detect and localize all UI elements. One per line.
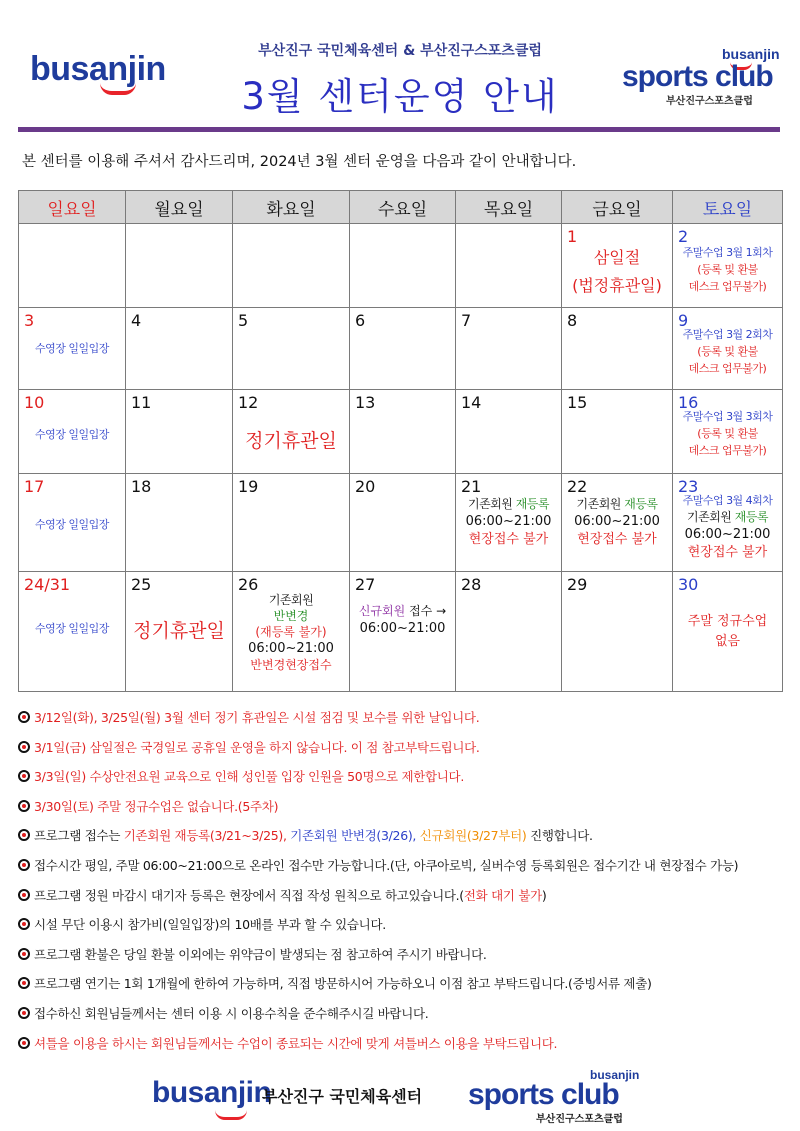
no-reregister-note: (재등록 불가) [255, 625, 327, 639]
day-number: 30 [678, 575, 699, 594]
calendar-cell-mar-13 [350, 390, 456, 474]
day-number: 19 [238, 477, 259, 496]
calendar-cell-mar-11 [126, 390, 233, 474]
bullet-icon [18, 800, 30, 812]
notice-text: 진행합니다. [526, 828, 593, 844]
calendar-cell-mar-20 [350, 474, 456, 572]
day-number: 18 [131, 477, 152, 496]
bullet-icon [18, 859, 30, 871]
weekday-tuesday: 화요일 [233, 191, 350, 224]
notice-item [18, 945, 487, 963]
notice-text: 3/3일(일) 수상안전요원 교육으로 인해 성인풀 입장 인원을 50명으로 제한합니다. [34, 769, 464, 785]
notice-text: 프로그램 정원 마감시 대기자 등록은 현장에서 직접 작성 원칙으로 하고있습니다.( [34, 887, 464, 903]
weekday-monday: 월요일 [126, 191, 233, 224]
calendar-cell-mar-18 [126, 474, 233, 572]
notice-item [18, 1034, 557, 1052]
existing-member-label: 기존회원 [468, 497, 516, 511]
bullet-icon [18, 1037, 30, 1049]
calendar-week-5 [19, 572, 783, 692]
desk-note: 데스크 업무불가) [688, 444, 767, 457]
regular-closure-label: 정기휴관일 [133, 620, 225, 642]
footer-sports-club-logo: sports club [468, 1078, 619, 1111]
notice-text: 기존회원 반변경(3/26), [290, 828, 420, 844]
sports-club-logo-small: busanjin [722, 46, 780, 62]
bullet-icon [18, 770, 30, 782]
sports-club-logo-text: sports club [622, 60, 773, 93]
bullet-icon [18, 711, 30, 723]
footer-sports-club-small: busanjin [590, 1068, 640, 1082]
existing-member-label: 기존회원 [268, 593, 314, 607]
weekend-class-note: 주말수업 3월 2회차 [682, 328, 773, 341]
calendar-week-2 [19, 308, 783, 390]
calendar-cell-mar-9 [673, 308, 783, 390]
holiday-label: 삼일절 [593, 248, 641, 267]
day-number: 22 [567, 477, 588, 496]
day-number: 29 [567, 575, 588, 594]
day-number: 4 [131, 311, 142, 330]
notice-text: 신규회원(3/27부터) [419, 828, 527, 844]
no-onsite-note: 현장접수 불가 [468, 532, 549, 547]
hours-text: 06:00~21:00 [574, 514, 660, 529]
desk-note: (등록 및 환불 [697, 427, 758, 440]
hours-text: 06:00~21:00 [684, 527, 771, 542]
calendar-cell-mar-14 [456, 390, 562, 474]
notice-text: 3/30일(토) 주말 정규수업은 없습니다.(5주차) [34, 798, 279, 814]
desk-note: 데스크 업무불가) [688, 280, 767, 293]
day-number: 21 [461, 477, 482, 496]
calendar-cell-mar-16 [673, 390, 783, 474]
day-number: 25 [131, 575, 152, 594]
weekday-saturday: 토요일 [673, 191, 783, 224]
weekday-friday: 금요일 [562, 191, 673, 224]
calendar-cell-mar-27 [350, 572, 456, 692]
day-number: 8 [567, 311, 578, 330]
notice-text: 프로그램 연기는 1회 1개월에 한하여 가능하며, 직접 방문하시어 가능하오니 이점 참고 부탁드립니다.(증빙서류 제출) [34, 976, 652, 992]
bullet-icon [18, 889, 30, 901]
weekend-class-note: 주말수업 3월 4회차 [682, 494, 773, 507]
header-subtitle: 부산진구 국민체육센터 & 부산진구스포츠클럽 [258, 43, 542, 59]
notice-text: 프로그램 접수는 [34, 828, 124, 844]
footer-center-name: 부산진구 국민체육센터 [262, 1087, 423, 1106]
no-weekend-class-note: 없음 [714, 634, 741, 649]
footer-sports-club-kr: 부산진구스포츠클럽 [536, 1114, 623, 1125]
day-number: 1 [567, 227, 578, 246]
calendar-cell-mar-2 [673, 224, 783, 308]
existing-member-label: 기존회원 [576, 497, 625, 511]
day-number: 11 [131, 393, 152, 412]
bullet-icon [18, 1007, 30, 1019]
holiday-note: (법정휴관일) [572, 276, 662, 295]
calendar-cell-mar-26 [233, 572, 350, 692]
new-member-label: 신규회원 [358, 604, 406, 618]
calendar-week-4 [19, 474, 783, 572]
day-number: 15 [567, 393, 588, 412]
weekday-sunday: 일요일 [19, 191, 126, 224]
calendar-cell-mar-4 [126, 308, 233, 390]
notice-text: 3/12일(화), 3/25일(월) 3월 센터 정기 휴관일은 시설 점검 및 보수를 위한 날입니다. [34, 710, 480, 725]
notice-text: 접수하신 회원님들께서는 센터 이용 시 이용수칙을 준수해주시길 바랍니다. [34, 1006, 429, 1021]
calendar-cell-mar-30 [673, 572, 783, 692]
pool-daily-note: 수영장 일일입장 [35, 428, 109, 441]
calendar-cell-mar-6 [350, 308, 456, 390]
bullet-icon [18, 829, 30, 841]
notice-item [18, 708, 479, 726]
notice-text: 기존회원 재등록(3/21~3/25), [123, 828, 291, 844]
notice-item [18, 1004, 428, 1022]
notice-item [18, 738, 480, 756]
header [0, 0, 800, 130]
calendar-cell-mar-25 [126, 572, 233, 692]
calendar-cell-mar-10 [19, 390, 126, 474]
day-number: 2 [678, 227, 689, 246]
notice-item [18, 974, 652, 992]
calendar-week-3 [19, 390, 783, 474]
calendar-cell-mar-23 [673, 474, 783, 572]
day-number: 6 [355, 311, 366, 330]
notice-item [18, 856, 738, 874]
calendar-table [18, 190, 783, 692]
notice-item [18, 826, 593, 844]
re-register-label: 재등록 [734, 510, 768, 524]
bullet-icon [18, 918, 30, 930]
smile-icon [215, 1110, 247, 1120]
weekday-thursday: 목요일 [456, 191, 562, 224]
notice-item [18, 797, 278, 815]
header-center [200, 40, 600, 120]
day-number: 7 [461, 311, 472, 330]
no-onsite-note: 현장접수 불가 [577, 532, 657, 547]
re-register-label: 재등록 [515, 497, 549, 511]
weekday-header-row [19, 191, 783, 224]
day-number: 20 [355, 477, 376, 496]
hours-text: 06:00~21:00 [248, 641, 334, 656]
sports-club-logo-kr: 부산진구스포츠클럽 [666, 96, 753, 107]
weekend-class-note: 주말수업 3월 1회차 [682, 246, 773, 259]
pool-daily-note: 수영장 일일입장 [35, 518, 109, 531]
day-number: 28 [461, 575, 482, 594]
calendar-cell-mar-1 [562, 224, 673, 308]
pool-daily-note: 수영장 일일입장 [35, 622, 109, 635]
notice-text: ) [541, 887, 547, 903]
register-arrow-label: 접수 → [405, 604, 447, 618]
calendar-cell-mar-5 [233, 308, 350, 390]
day-number: 10 [24, 393, 45, 412]
calendar-week-1 [19, 224, 783, 308]
day-number: 24/31 [24, 575, 71, 594]
weekend-class-note: 주말수업 3월 3회차 [682, 410, 773, 423]
busanjin-logo-text: busanjin [30, 50, 166, 88]
day-number: 26 [238, 575, 259, 594]
calendar-cell-mar-21 [456, 474, 562, 572]
bullet-icon [18, 977, 30, 989]
calendar-cell-mar-28 [456, 572, 562, 692]
calendar-cell-empty [350, 224, 456, 308]
desk-note: 데스크 업무불가) [688, 362, 767, 375]
calendar-cell-mar-15 [562, 390, 673, 474]
hours-text: 06:00~21:00 [465, 514, 552, 529]
day-number: 5 [238, 311, 249, 330]
calendar-cell-empty [456, 224, 562, 308]
day-number: 17 [24, 477, 45, 496]
footer-busanjin-logo: busanjin [152, 1076, 272, 1109]
notice-text: 프로그램 환불은 당일 환불 이외에는 위약금이 발생되는 점 참고하여 주시기 바랍니다. [34, 946, 487, 962]
calendar-cell-empty [233, 224, 350, 308]
re-register-label: 재등록 [624, 497, 658, 511]
calendar-cell-empty [126, 224, 233, 308]
no-onsite-note: 현장접수 불가 [687, 545, 768, 560]
bullet-icon [18, 948, 30, 960]
desk-note: (등록 및 환불 [697, 345, 758, 358]
day-number: 13 [355, 393, 376, 412]
day-number: 27 [355, 575, 376, 594]
desk-note: (등록 및 환불 [697, 263, 758, 276]
notice-text: 시설 무단 이용시 참가비(일일입장)의 10배를 부과 할 수 있습니다. [34, 917, 386, 933]
header-divider [18, 127, 780, 132]
notice-item [18, 915, 386, 933]
weekday-wednesday: 수요일 [350, 191, 456, 224]
class-change-label: 반변경 [273, 609, 309, 623]
bullet-icon [18, 741, 30, 753]
day-number: 14 [461, 393, 482, 412]
day-number: 9 [678, 311, 689, 330]
calendar-cell-mar-7 [456, 308, 562, 390]
busanjin-logo [30, 50, 166, 95]
calendar-cell-mar-3 [19, 308, 126, 390]
footer [0, 1070, 800, 1130]
calendar-cell-mar-29 [562, 572, 673, 692]
calendar-cell-mar-17 [19, 474, 126, 572]
pool-daily-note: 수영장 일일입장 [35, 342, 109, 355]
calendar-cell-mar-22 [562, 474, 673, 572]
intro-text: 본 센터를 이용해 주셔서 감사드리며, 2024년 3월 센터 운영을 다음과 같이 안내합니다. [22, 154, 577, 170]
calendar-cell-mar-19 [233, 474, 350, 572]
notice-text: 셔틀을 이용을 하시는 회원님들께서는 수업이 종료되는 시간에 맞게 셔틀버스 이용을 부탁드립니다. [34, 1035, 558, 1051]
notice-text: 접수시간 평일, 주말 06:00~21:00으로 온라인 접수만 가능합니다.(단, 아쿠아로빅, 실버수영 등록회원은 접수기간 내 현장접수 가능) [34, 858, 739, 873]
no-weekend-class-label: 주말 정규수업 [687, 614, 768, 629]
hours-text: 06:00~21:00 [359, 621, 446, 636]
calendar-cell-empty [19, 224, 126, 308]
class-change-onsite-note: 반변경현장접수 [250, 658, 332, 672]
calendar-cell-mar-12 [233, 390, 350, 474]
notice-text: 전화 대기 불가 [463, 887, 542, 903]
day-number: 3 [24, 311, 35, 330]
day-number: 12 [238, 393, 259, 412]
day-number: 16 [678, 393, 699, 412]
notice-item [18, 886, 546, 904]
calendar-cell-mar-8 [562, 308, 673, 390]
day-number: 23 [678, 477, 699, 496]
page-title: 3월 센터운영 안내 [241, 75, 559, 118]
notice-item [18, 767, 464, 785]
existing-member-label: 기존회원 [687, 510, 735, 524]
regular-closure-label: 정기휴관일 [245, 430, 337, 452]
notice-text: 3/1일(금) 삼일절은 국경일로 공휴일 운영을 하지 않습니다. 이 점 참고부탁드립니다. [34, 739, 480, 755]
calendar-cell-mar-24-31 [19, 572, 126, 692]
